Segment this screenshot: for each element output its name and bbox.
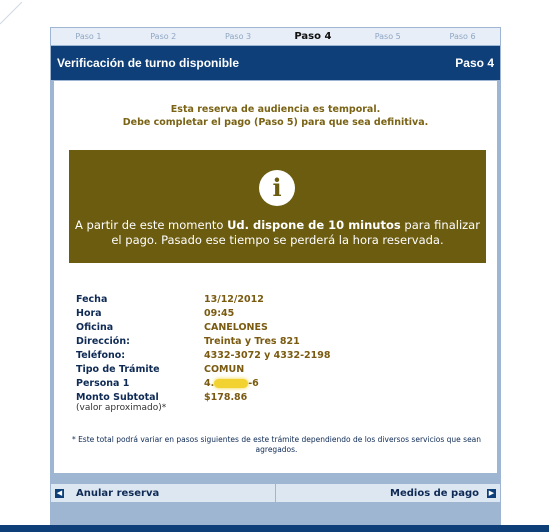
detail-label: Fecha	[76, 294, 108, 305]
step-6: Paso 6	[449, 32, 476, 41]
payment-methods-link[interactable]	[275, 484, 500, 502]
detail-label: Hora	[76, 308, 102, 319]
detail-row-tipo	[76, 364, 330, 378]
step-indicator	[51, 28, 500, 45]
redaction-blur	[214, 379, 248, 388]
detail-label: Dirección:	[76, 336, 130, 347]
notice-line-1: Esta reserva de audiencia es temporal.	[170, 104, 381, 115]
wizard-navigation	[51, 483, 500, 502]
detail-value: 13/12/2012	[204, 294, 264, 305]
detail-value: COMUN	[204, 364, 245, 375]
step-4-current: Paso 4	[294, 31, 332, 42]
detail-row-persona	[76, 378, 330, 392]
detail-row-direccion	[76, 336, 330, 350]
detail-value: 09:45	[204, 308, 235, 319]
cancel-reservation-link[interactable]	[51, 484, 275, 502]
step-2: Paso 2	[150, 32, 177, 41]
wizard-panel	[50, 27, 501, 525]
info-icon: i	[259, 170, 295, 206]
persona-id-prefix: 4.	[204, 378, 215, 389]
detail-label: Teléfono:	[76, 350, 126, 361]
header-step-label: Paso 4	[455, 56, 494, 70]
step-3: Paso 3	[225, 32, 252, 41]
detail-label: Oficina	[76, 322, 114, 333]
detail-value: CANELONES	[204, 322, 268, 333]
alert-text-pre: A partir de este momento	[75, 218, 228, 232]
time-limit-alert	[69, 150, 486, 263]
detail-row-oficina	[76, 322, 330, 336]
detail-row-fecha	[76, 294, 330, 308]
persona-id-suffix: -6	[248, 378, 259, 389]
footnote: * Este total podrá variar en pasos siguientes de este trámite dependiendo de los diversos servicios que sean agregados.	[71, 435, 482, 454]
detail-row-hora	[76, 308, 330, 322]
page-header	[51, 46, 500, 80]
arrow-right-icon: ▶	[488, 488, 495, 497]
detail-value: 4332-3072 y 4332-2198	[204, 350, 331, 361]
reservation-details	[76, 294, 330, 413]
monto-label: Monto Subtotal	[76, 392, 159, 403]
detail-value	[204, 378, 330, 392]
detail-value: Treinta y Tres 821	[204, 336, 300, 347]
detail-label: Persona 1	[76, 378, 130, 389]
payment-methods-label: Medios de pago	[390, 487, 479, 499]
detail-value: $178.86	[204, 392, 248, 403]
arrow-left-icon: ◀	[56, 488, 63, 497]
alert-text-post: para finalizar el pago. Pasado ese tiempo se perderá la hora reservada.	[111, 218, 480, 247]
page-title: Verificación de turno disponible	[57, 56, 240, 70]
detail-row-telefono	[76, 350, 330, 364]
notice-line-2: Debe completar el pago (Paso 5) para que sea definitiva.	[122, 117, 429, 128]
temporary-notice	[54, 103, 497, 129]
footer-band	[0, 525, 549, 532]
step-5: Paso 5	[374, 32, 401, 41]
alert-message	[69, 218, 486, 248]
detail-label	[76, 392, 204, 413]
alert-text-bold: Ud. dispone de 10 minutos	[227, 218, 401, 232]
monto-sublabel: (valor aproximado)*	[76, 403, 167, 413]
step-1: Paso 1	[75, 32, 102, 41]
corner-decoration	[0, 0, 30, 30]
detail-row-monto	[76, 392, 330, 413]
main-content	[54, 81, 497, 473]
detail-label: Tipo de Trámite	[76, 364, 160, 375]
cancel-reservation-label: Anular reserva	[76, 487, 160, 499]
